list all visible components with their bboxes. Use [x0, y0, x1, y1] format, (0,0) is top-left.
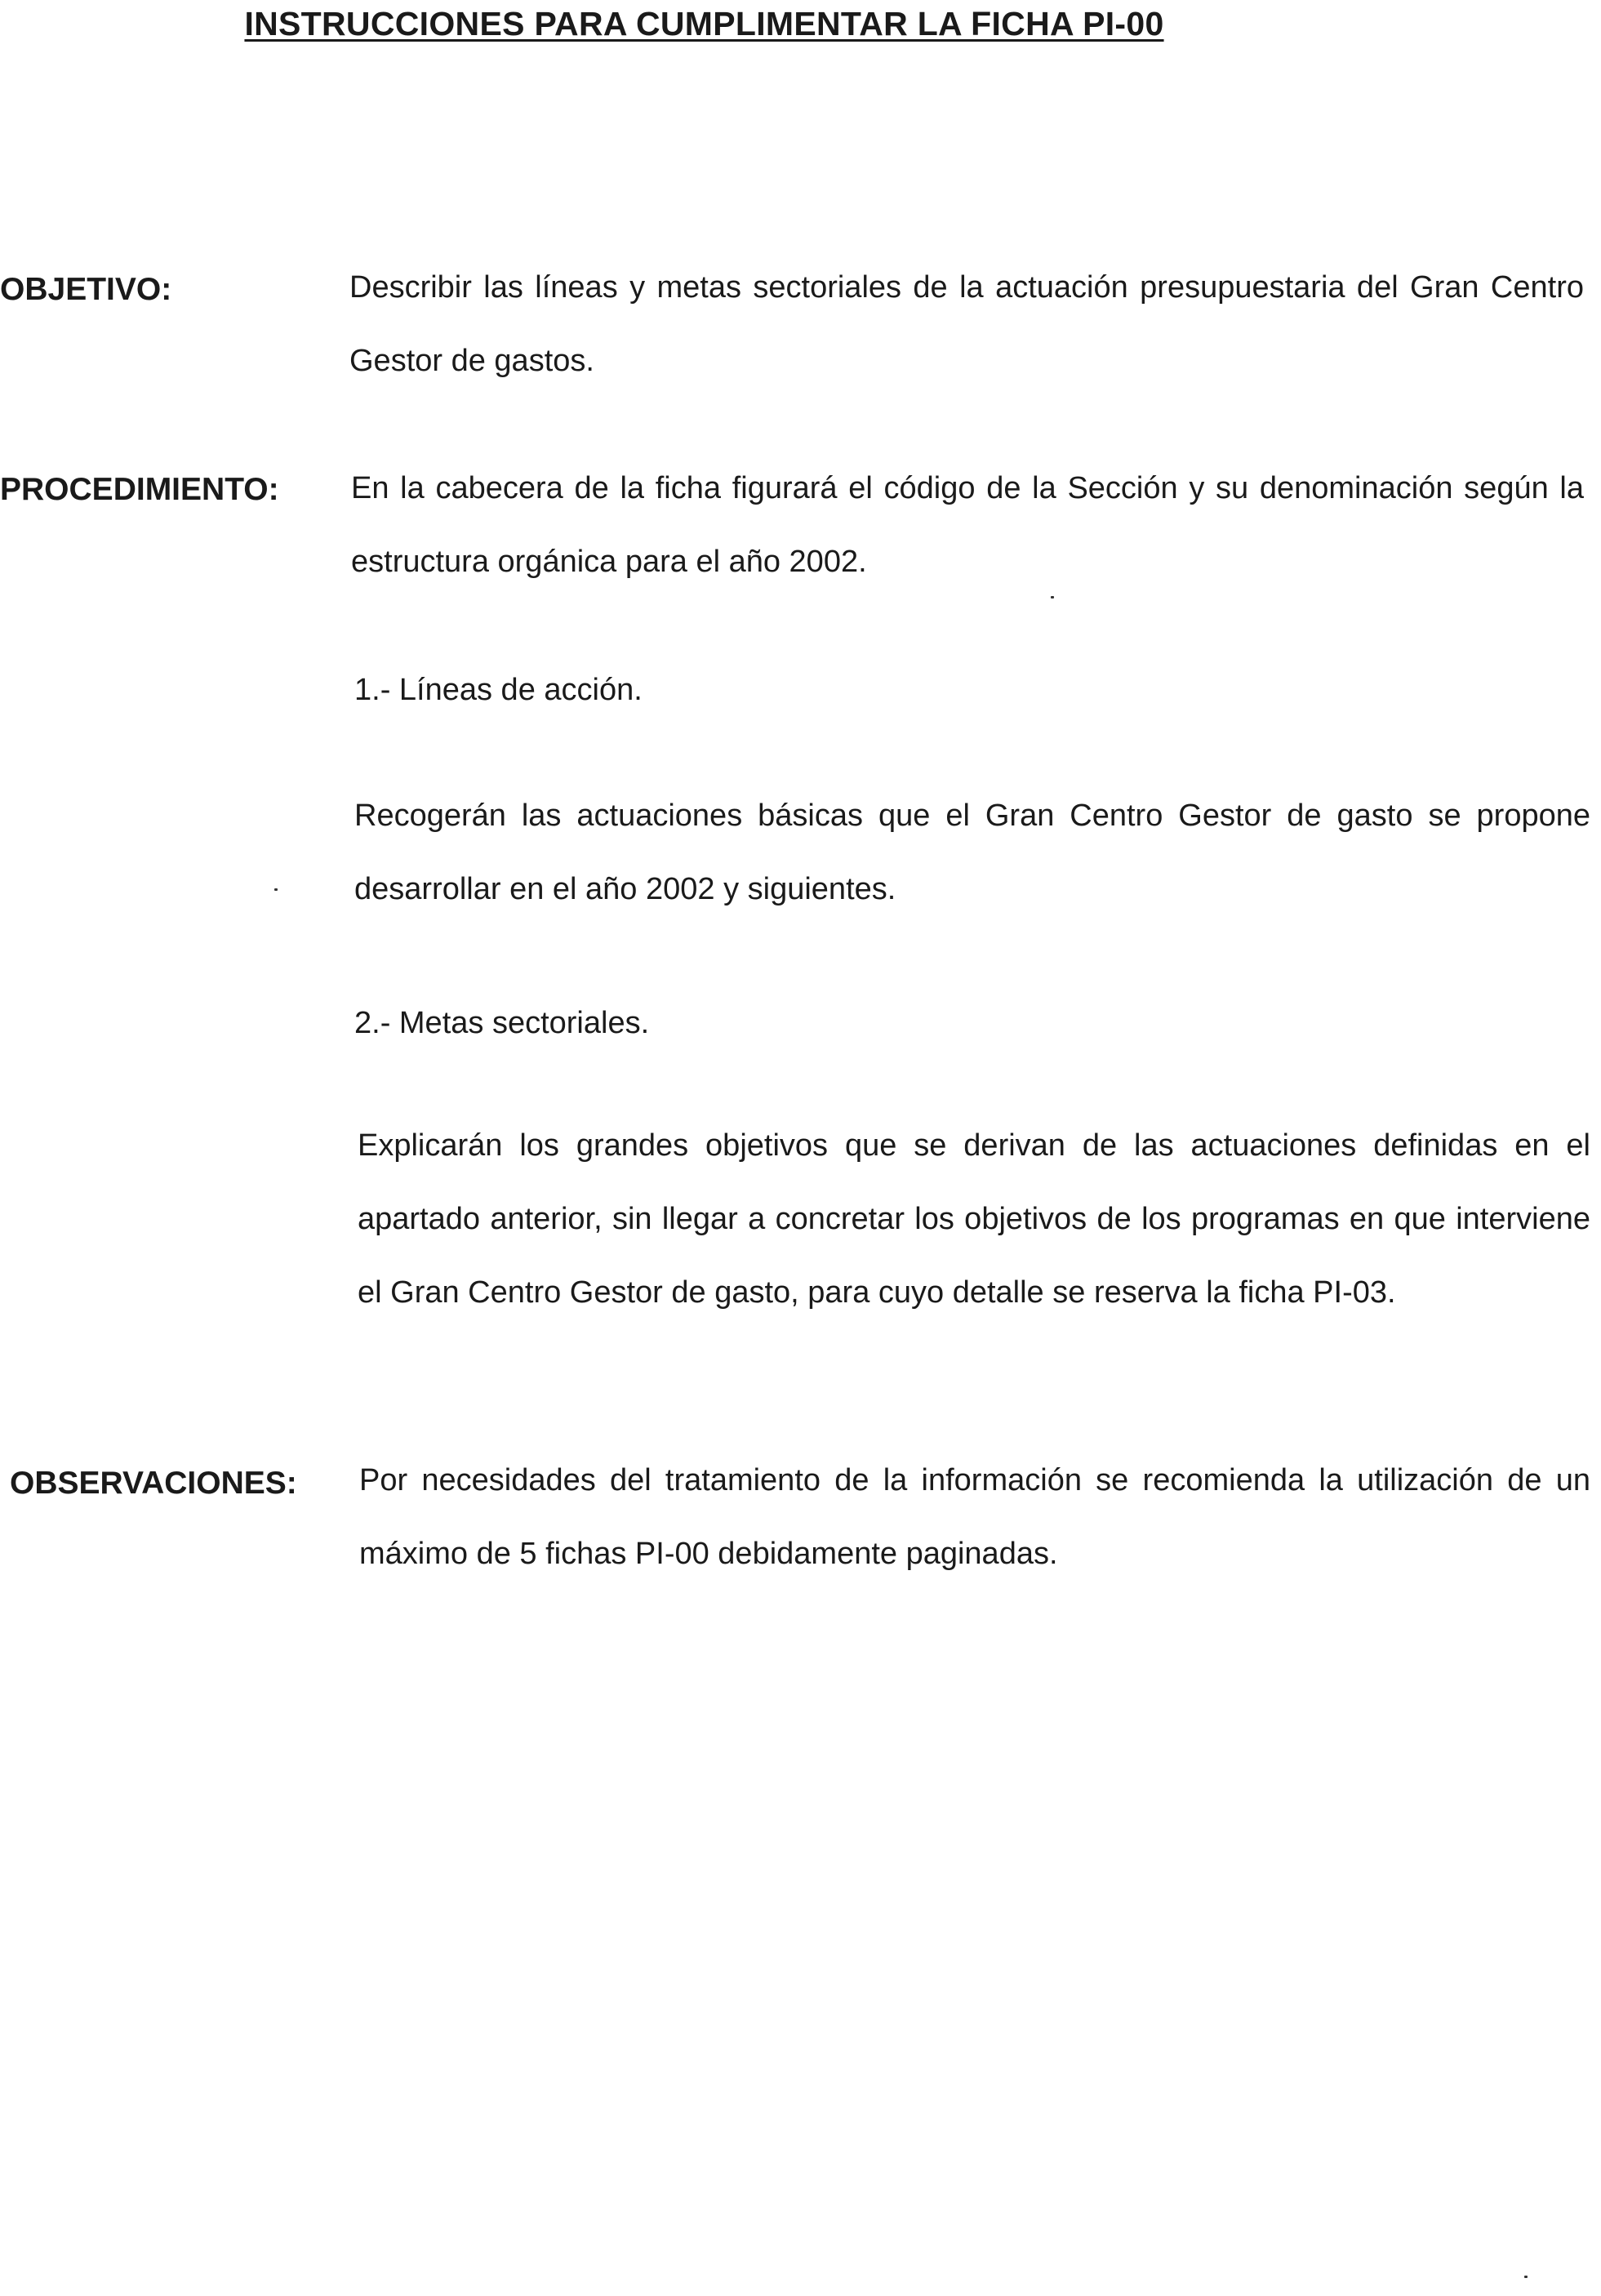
- metas-sectoriales-heading: 2.- Metas sectoriales.: [354, 1006, 650, 1040]
- scan-speck: [274, 888, 278, 891]
- procedimiento-intro: En la cabecera de la ficha figurará el código de la Sección y su denominación según la estructura orgánica para el año 2002.: [351, 471, 1584, 579]
- document-title: [0, 0, 1601, 47]
- observaciones-label: OBSERVACIONES:: [10, 1466, 297, 1501]
- observaciones-text: Por necesidades del tratamiento de la información se recomienda la utilización de un máximo de 5 fichas PI-00 debidamente paginadas.: [359, 1463, 1590, 1571]
- lineas-de-accion-heading: 1.- Líneas de acción.: [354, 673, 643, 707]
- scan-speck: [1051, 596, 1054, 598]
- procedimiento-label: PROCEDIMIENTO:: [0, 472, 279, 507]
- objetivo-label: OBJETIVO:: [0, 272, 172, 307]
- scan-speck: [1524, 2276, 1528, 2278]
- document-title-text: INSTRUCCIONES PARA CUMPLIMENTAR LA FICHA PI-00: [244, 5, 1164, 42]
- lineas-de-accion-text: Recogerán las actuaciones básicas que el Gran Centro Gestor de gasto se propone desarrollar en el año 2002 y siguientes.: [354, 799, 1590, 906]
- metas-sectoriales-text: Explicarán los grandes objetivos que se derivan de las actuaciones definidas en el apartado anterior, sin llegar a concretar los objetivos de los programas en que interviene el Gran Centro Gestor de gasto, para cuyo detalle se reserva la ficha PI-03.: [358, 1128, 1590, 1310]
- objetivo-text: Describir las líneas y metas sectoriales de la actuación presupuestaria del Gran Centro Gestor de gastos.: [349, 270, 1584, 378]
